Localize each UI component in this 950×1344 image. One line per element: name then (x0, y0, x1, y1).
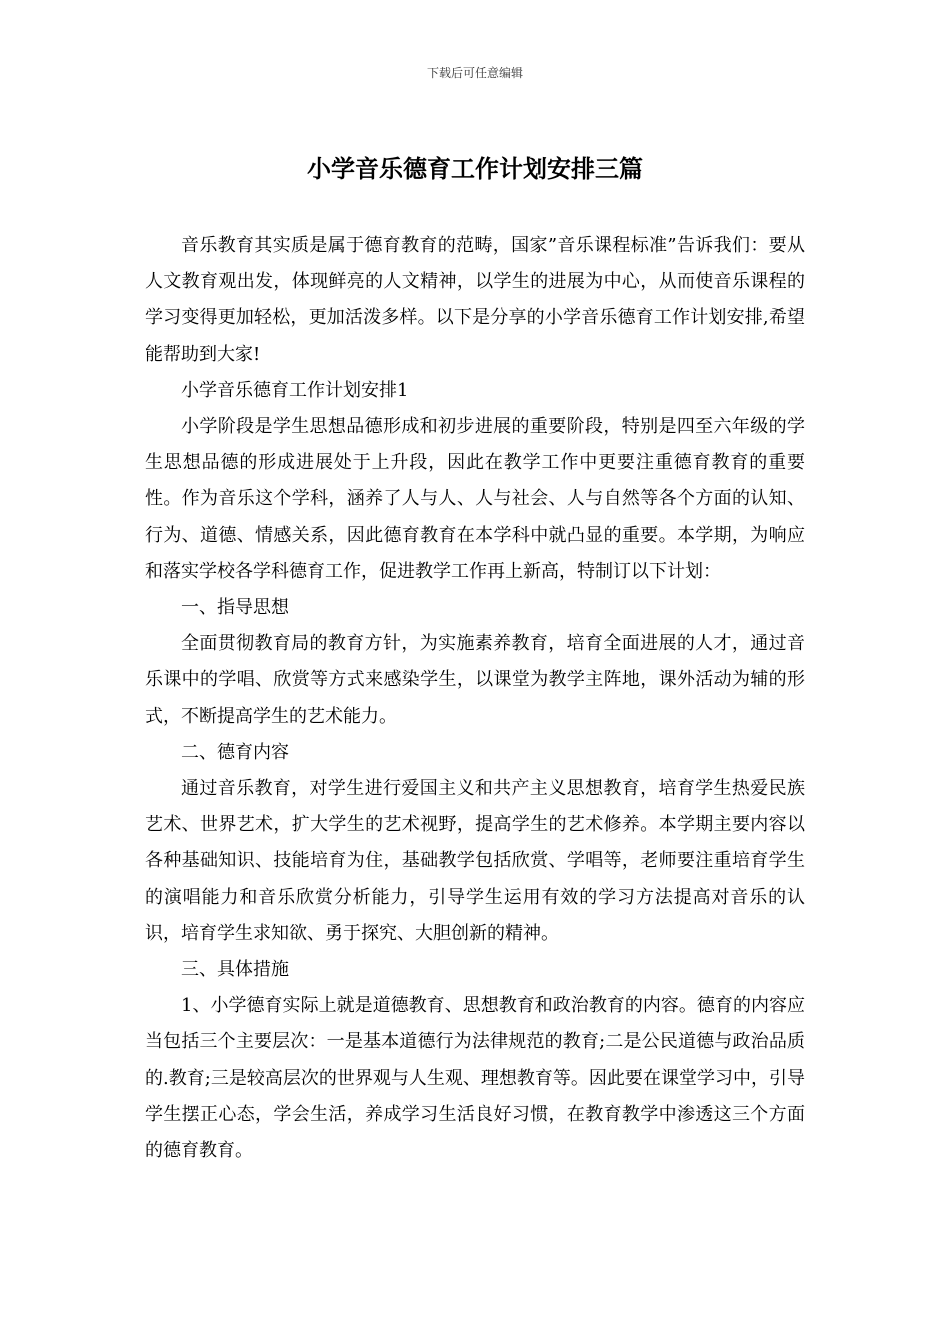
heading-specific-measures: 三、具体措施 (181, 959, 289, 981)
measure-1-paragraph: 1、小学德育实际上就是道德教育、思想教育和政治教育的内容。德育的内容应当包括三个主要层次：一是基本道德行为法律规范的教育;二是公民道德与政治品质的.教育;三是较高层次的世界观与人生观、理想教育等。因此要在课堂学习中，引导学生摆正心态，学会生活，养成学习生活良好习惯，在教育教学中渗透这三个方面的德育教育。 (145, 995, 805, 1162)
guiding-thought-paragraph: 全面贯彻教育局的教育方针，为实施素养教育，培育全面进展的人才，通过音乐课中的学唱、欣赏等方式来感染学生，以课堂为教学主阵地，课外活动为辅的形式，不断提高学生的艺术能力。 (145, 633, 805, 727)
header-note: 下载后可任意编辑 (426, 66, 523, 80)
intro-paragraph: 音乐教育其实质是属于德育教育的范畴，国家”音乐课程标准”告诉我们：要从人文教育观出发，体现鲜亮的人文精神，以学生的进展为中心，从而使音乐课程的学习变得更加轻松，更加活泼多样。以下是分享的小学音乐德育工作计划安排,希望能帮助到大家! (145, 235, 805, 365)
document-body (145, 228, 805, 1169)
heading-guiding-thought: 一、指导思想 (181, 597, 289, 619)
document-title: 小学音乐德育工作计划安排三篇 (307, 154, 643, 183)
section-heading-plan-1: 小学音乐德育工作计划安排1 (181, 379, 409, 401)
moral-content-paragraph: 通过音乐教育，对学生进行爱国主义和共产主义思想教育，培育学生热爱民族艺术、世界艺术，扩大学生的艺术视野，提高学生的艺术修养。本学期主要内容以各种基础知识、技能培育为住，基础教学包括欣赏、学唱等，老师要注重培育学生的演唱能力和音乐欣赏分析能力，引导学生运用有效的学习方法提高对音乐的认识，培育学生求知欲、勇于探究、大胆创新的精神。 (145, 778, 805, 944)
plan-1-intro-paragraph: 小学阶段是学生思想品德形成和初步进展的重要阶段，特别是四至六年级的学生思想品德的形成进展处于上升段，因此在教学工作中更要注重德育教育的重要性。作为音乐这个学科，涵养了人与人、人与社会、人与自然等各个方面的认知、行为、道德、情感关系，因此德育教育在本学科中就凸显的重要。本学期，为响应和落实学校各学科德育工作，促进教学工作再上新高，特制订以下计划： (145, 416, 805, 582)
heading-moral-content: 二、德育内容 (181, 741, 289, 763)
